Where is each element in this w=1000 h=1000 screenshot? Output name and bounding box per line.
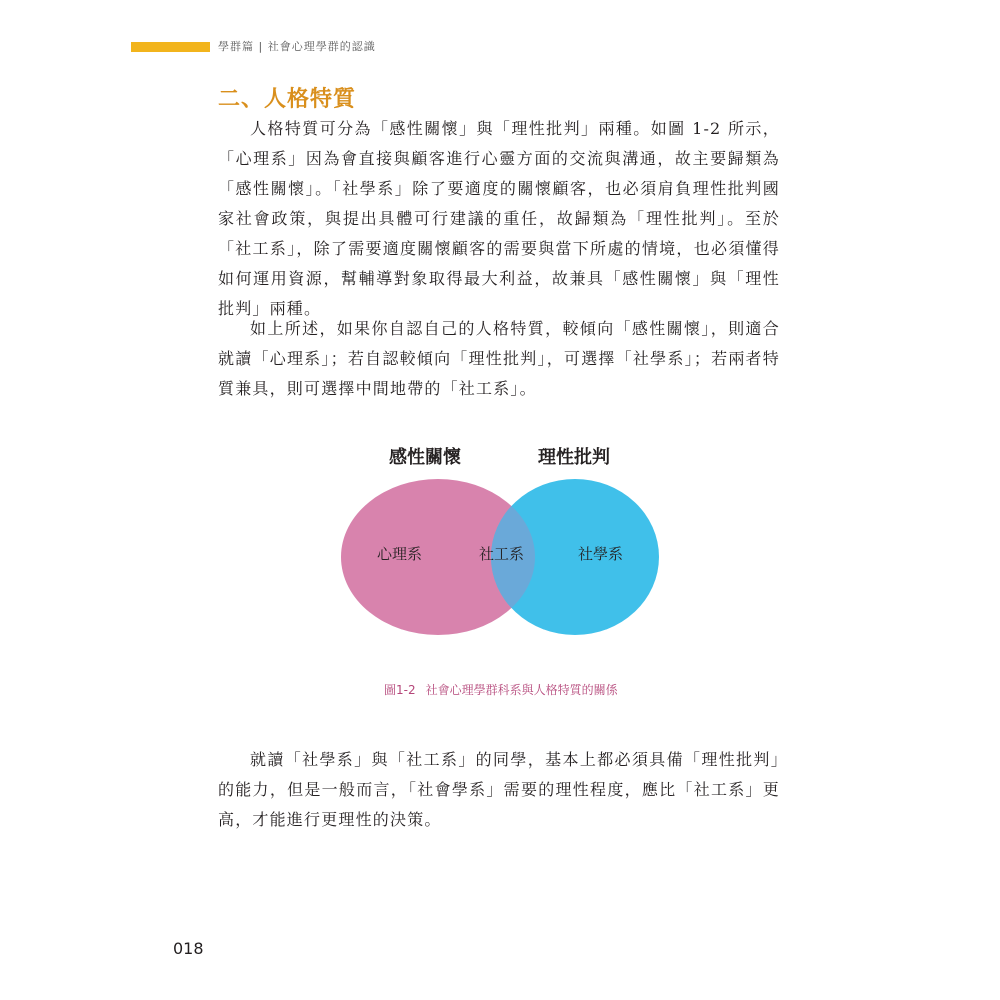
running-header: 學群篇 | 社會心理學群的認識 [218,40,376,53]
figure-caption-text: 社會心理學群科系與人格特質的關係 [425,683,618,697]
paragraph-conclusion: 就讀「社學系」與「社工系」的同學，基本上都必須具備「理性批判」的能力，但是一般而言，「社會學系」需要的理性程度，應比「社工系」更高，才能進行更理性的決策。 [218,750,780,829]
page-number: 018 [173,939,204,958]
header-accent-bar [131,42,210,52]
venn-label-emotional-care: 感性關懷 [389,447,461,468]
paragraph-recommendation: 如上所述，如果你自認自己的人格特質，較傾向「感性關懷」，則適合就讀「心理系」；若自認較傾向「理性批判」，可選擇「社學系」；若兩者特質兼具，則可選擇中間地帶的「社工系」。 [218,319,780,398]
figure-caption [384,681,618,698]
venn-item-psychology: 心理系 [377,545,423,563]
venn-item-sociology: 社學系 [578,545,624,563]
section-title: 二、人格特質 [218,87,357,112]
venn-label-rational-critique: 理性批判 [538,447,610,468]
figure-caption-number: 圖1-2 [384,683,416,697]
venn-item-social-work: 社工系 [479,545,525,563]
paragraph-personality-types: 人格特質可分為「感性關懷」與「理性批判」兩種。如圖 1-2 所示，「心理系」因為會直接與顧客進行心靈方面的交流與溝通，故主要歸類為「感性關懷」。「社學系」除了要適度的關懷顧客，也必須肩負理性批判國家社會政策，與提出具體可行建議的重任，故歸類為「理性批判」。至於「社工系」，除了需要適度關懷顧客的需要與當下所處的情境，也必須懂得如何運用資源，幫輔導對象取得最大利益，故兼具「感性關懷」與「理性批判」兩種。 [218,119,780,318]
